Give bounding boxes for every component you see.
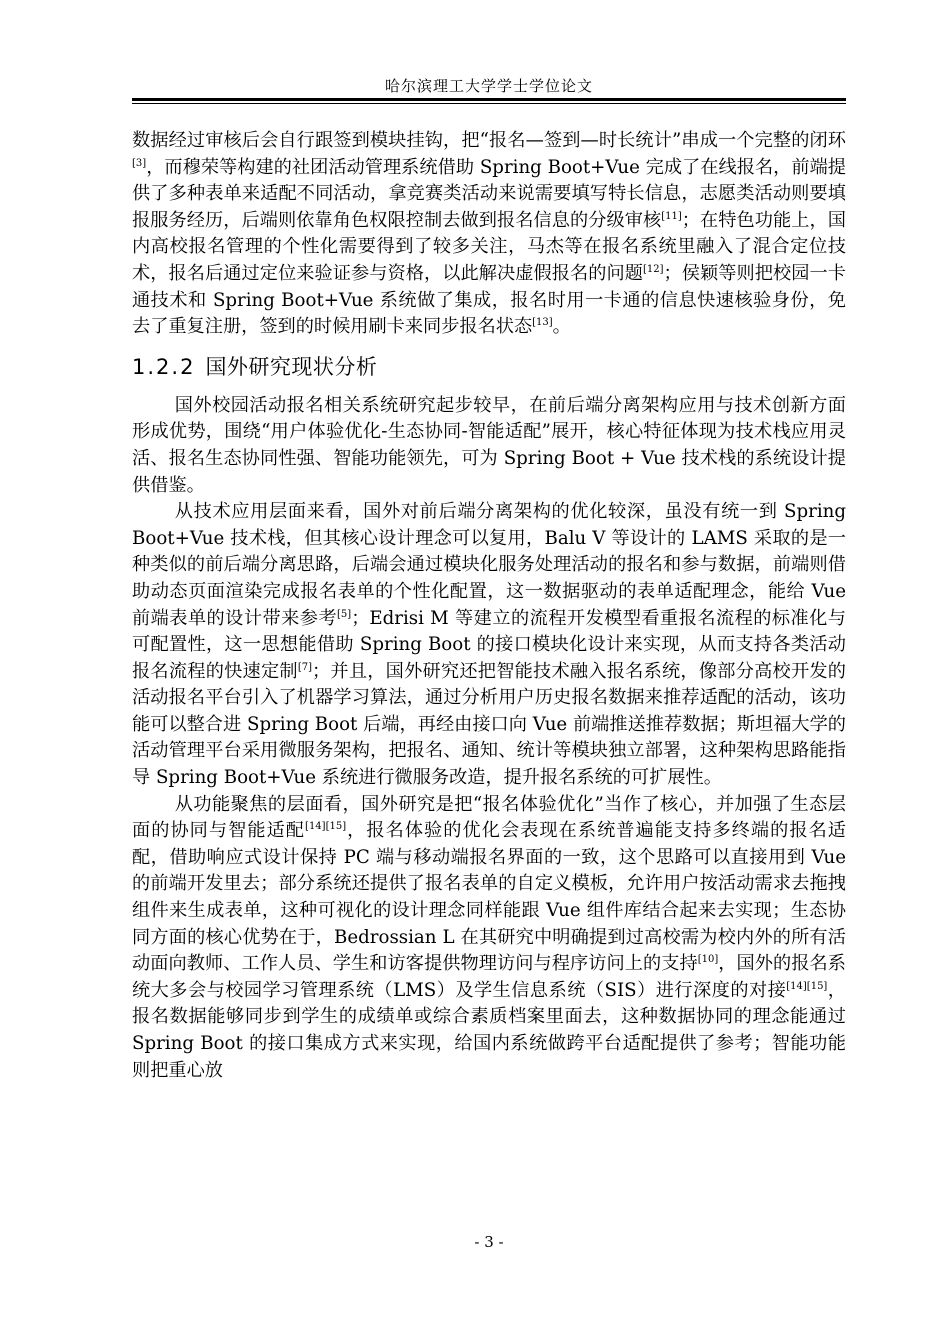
section-number: 1.2.2 xyxy=(132,354,196,379)
text-run: ，国外的报名系统大多会与校园学习管理系统（LMS）及学生信息系统（SIS）进行深度的对接 xyxy=(132,953,846,1001)
running-header: 哈尔滨理工大学学士学位论文 xyxy=(384,77,593,95)
citation-ref: [12] xyxy=(643,263,664,275)
header-rule-thin xyxy=(132,103,846,104)
section-title: 国外研究现状分析 xyxy=(205,354,378,379)
text-run: 数据经过审核后会自行跟签到模块挂钩，把“报名—签到—时长统计”串成一个完整的闭环 xyxy=(132,130,846,151)
text-run: ，报名数据能够同步到学生的成绩单或综合素质档案里面去，这种数据协同的理念能通过 Spring Boot 的接口集成方式来实现，给国内系统做跨平台适配提供了参考；智能功能则把重心放 xyxy=(132,979,846,1081)
citation-ref: [5] xyxy=(337,608,352,620)
citation-ref: [10] xyxy=(697,954,719,966)
text-run: 从功能聚焦的层面看，国外研究是把“报名体验优化”当作了核心，并加强了生态层面的协同与智能适配 xyxy=(132,793,846,842)
citation-ref: [7] xyxy=(297,661,312,673)
citation-ref: [3] xyxy=(132,157,147,169)
text-run: 国外校园活动报名相关系统研究起步较早，在前后端分离架构应用与技术创新方面形成优势，围绕“用户体验优化-生态协同-智能适配”展开，核心特征体现为技术栈应用灵活、报名生态协同性强、智能功能领先，可为 Spring Boot + Vue 技术栈的系统设计提供借鉴。 xyxy=(132,394,846,496)
body-paragraph xyxy=(132,792,846,1085)
body-paragraph xyxy=(132,128,846,341)
page-number: - 3 - xyxy=(474,1233,504,1251)
body-paragraph xyxy=(132,393,846,499)
text-run: ；并且，国外研究还把智能技术融入报名系统，像部分高校开发的活动报名平台引入了机器学习算法，通过分析用户历史报名数据来推荐适配的活动，该功能可以整合进 Spring Boot 后端，再经由接口向 Vue 前端推送推荐数据；斯坦福大学的活动管理平台采用微服务架构，把报名、通知、统计等模块独立部署，这种架构思路能指导 Spring Boot+Vue 系统进行微服务改造，提升报名系统的可扩展性。 xyxy=(132,660,846,789)
text-run: ；在特色功能上，国内高校报名管理的个性化需要得到了较多关注，马杰等在报名系统里融入了混合定位技术，报名后通过定位来验证参与资格，以此解决虚假报名的问题 xyxy=(132,209,846,284)
text-run: ；Edrisi M 等建立的流程开发模型看重报名流程的标准化与可配置性，这一思想能借助 Spring Boot 的接口模块化设计来实现，从而支持各类活动报名流程的快速定制 xyxy=(132,607,846,682)
citation-ref: [14][15] xyxy=(305,821,347,833)
citation-ref: [14][15] xyxy=(786,980,828,992)
text-run: 从技术应用层面来看，国外对前后端分离架构的优化较深，虽没有统一到 Spring Boot+Vue 技术栈，但其核心设计理念可以复用，Balu V 等设计的 LAMS 采取的是一种类似的前后端分离思路，后端会通过模块化服务处理活动的报名和参与数据，前端则借助动态页面渲染完成报名表单的个性化配置，这一数据驱动的表单适配理念，能给 Vue 前端表单的设计带来参考 xyxy=(132,501,846,629)
text-run: ，报名体验的优化会表现在系统普遍能支持多终端的报名适配，借助响应式设计保持 PC 端与移动端报名界面的一致，这个思路可以直接用到 Vue 的前端开发里去；部分系统还提供了报名表单的自定义模板，允许用户按活动需求去拖拽组件来生成表单，这种可视化的设计理念同样能跟 Vue 组件库结合起来去实现；生态协同方面的核心优势在于，Bedrossian L 在其研究中明确提到过高校需为校内外的所有活动面向教师、工作人员、学生和访客提供物理访问与程序访问上的支持 xyxy=(132,820,846,975)
header-rule-thick xyxy=(132,98,846,101)
text-run: ，而穆荣等构建的社团活动管理系统借助 Spring Boot+Vue 完成了在线报名，前端提供了多种表单来适配不同活动，拿竞赛类活动来说需要填写特长信息，志愿类活动则要填报服务经历，后端则依靠角色权限控制去做到报名信息的分级审核 xyxy=(132,156,846,231)
text-run: 。 xyxy=(552,316,571,338)
citation-ref: [13] xyxy=(532,317,553,329)
body-text xyxy=(132,128,846,1084)
section-heading xyxy=(132,349,846,385)
citation-ref: [11] xyxy=(661,210,682,222)
body-paragraph xyxy=(132,499,846,792)
text-run: ；侯颖等则把校园一卡通技术和 Spring Boot+Vue 系统做了集成，报名时用一卡通的信息快速核验身份，免去了重复注册，签到的时候用刷卡来同步报名状态 xyxy=(132,262,846,338)
